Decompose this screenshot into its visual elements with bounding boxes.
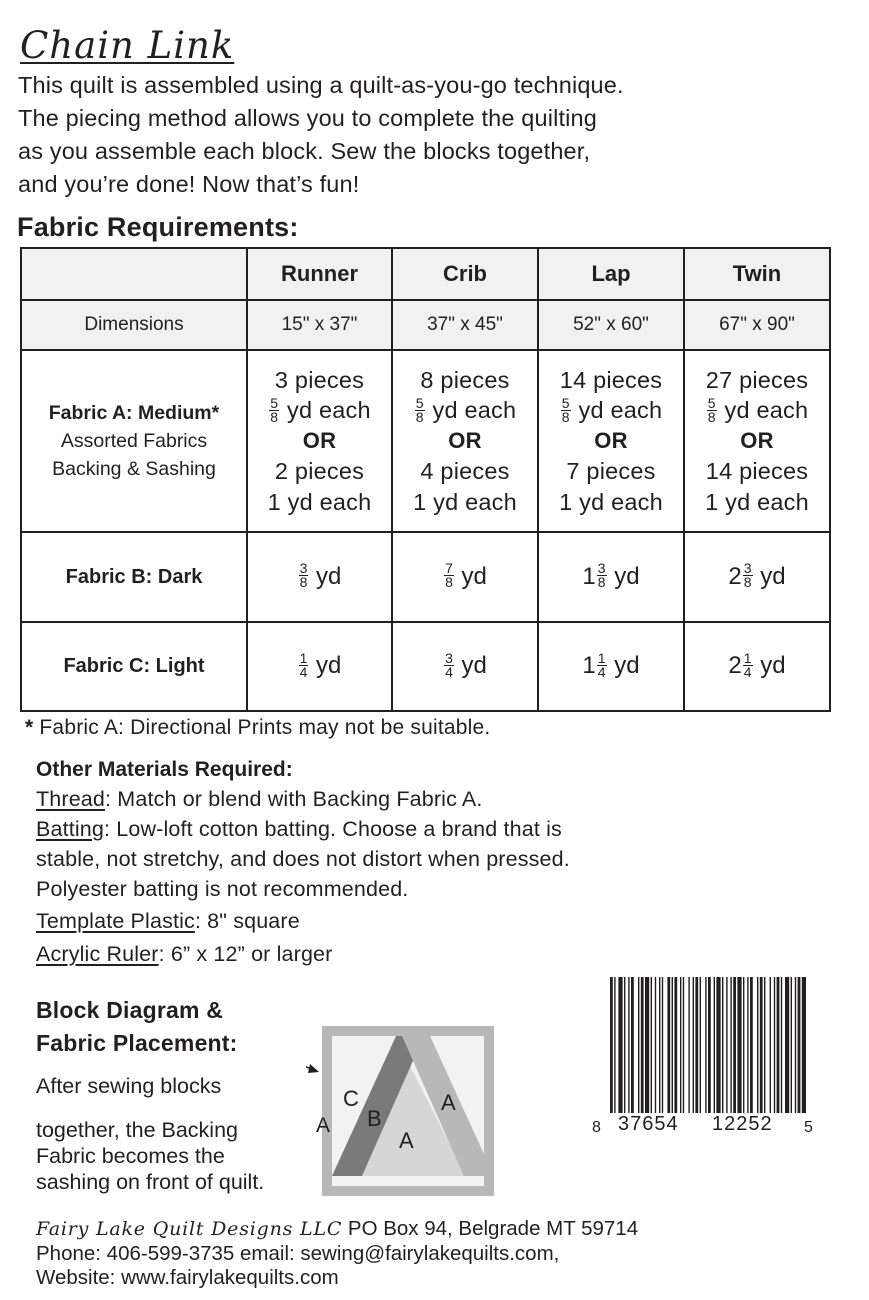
fabric-a-runner: 3 pieces $\frac{5}{8}$ yd each OR 2 pieces 1 yd each [247, 350, 392, 532]
barcode-bar [791, 977, 792, 1113]
barcode-bar [781, 977, 782, 1113]
barcode-bar [651, 977, 652, 1113]
label-a-right: A [441, 1090, 456, 1115]
fraction: $\frac{7}{8}$ [445, 560, 453, 591]
column-header-runner: Runner [247, 248, 392, 300]
barcode-bar [659, 977, 660, 1113]
fabric-c-row [21, 622, 830, 711]
barcode-bar [777, 977, 780, 1113]
batting-line-3: Polyester batting is not recommended. [36, 877, 409, 901]
barcode-bar [714, 977, 715, 1113]
barcode-bar [747, 977, 748, 1113]
fabric-c-crib: $\frac{3}{4}$ yd [392, 622, 538, 711]
barcode-bar [645, 977, 649, 1113]
barcode-bar [641, 977, 644, 1113]
company-address: PO Box 94, Belgrade MT 59714 [342, 1217, 639, 1240]
fabric-a-twin: 27 pieces $\frac{5}{8}$ yd each OR 14 pieces 1 yd each [684, 350, 830, 532]
barcode-bar [795, 977, 796, 1113]
batting-line-2: stable, not stretchy, and does not distort when pressed. [36, 847, 570, 871]
fabric-a-crib: 8 pieces $\frac{5}{8}$ yd each OR 4 pieces 1 yd each [392, 350, 538, 532]
barcode-bar [730, 977, 731, 1113]
intro-line-2: The piecing method allows you to complete the quilting [18, 105, 597, 131]
dimension-runner: 15" x 37" [247, 300, 392, 350]
barcode-bar [733, 977, 736, 1113]
column-header-crib: Crib [392, 248, 538, 300]
barcode-bar [716, 977, 720, 1113]
fraction: $\frac{5}{8}$ [415, 394, 424, 425]
barcode-bar [770, 977, 771, 1113]
barcode-bar [760, 977, 763, 1113]
batting-line: Batting: Low-loft cotton batting. Choose a brand that is [36, 817, 562, 841]
barcode-bar [662, 977, 663, 1113]
fraction: $\frac{3}{8}$ [597, 560, 606, 591]
block-text-4: sashing on front of quilt. [36, 1170, 265, 1194]
fabric-b-crib: $\frac{7}{8}$ yd [392, 532, 538, 622]
barcode-bar [798, 977, 801, 1113]
fabric-c-label: Fabric C: Light [21, 622, 247, 711]
barcode-bar [700, 977, 701, 1113]
intro-line-3: as you assemble each block. Sew the blocks together, [18, 138, 591, 164]
fabric-c-runner: $\frac{1}{4}$ yd [247, 622, 392, 711]
fraction: $\frac{1}{4}$ [743, 649, 752, 680]
barcode-bar [764, 977, 765, 1113]
acrylic-ruler-line: Acrylic Ruler: 6” x 12” or larger [36, 942, 333, 966]
label-c: C [343, 1086, 359, 1111]
barcode-bar [705, 977, 706, 1113]
barcode-bar [757, 977, 758, 1113]
block-text-3: Fabric becomes the [36, 1144, 225, 1168]
barcode-bar [737, 977, 741, 1113]
contact-line: Phone: 406-599-3735 email: sewing@fairylakequilts.com, [36, 1242, 560, 1265]
label-a-center: A [399, 1128, 414, 1153]
barcode-bar [722, 977, 723, 1113]
other-materials-heading: Other Materials Required: [36, 758, 293, 781]
barcode-bar [655, 977, 656, 1113]
column-header-lap: Lap [538, 248, 684, 300]
barcode-bar [618, 977, 622, 1113]
or-label: OR [302, 427, 337, 453]
barcode-bar [693, 977, 694, 1113]
column-header-twin: Twin [684, 248, 830, 300]
barcode-bar [695, 977, 698, 1113]
barcode-bar [631, 977, 634, 1113]
fabric-a-alt-pieces: 14 pieces [705, 458, 809, 485]
fabric-b-label: Fabric B: Dark [21, 532, 247, 622]
fabric-a-alt-yd: 1 yd each [267, 488, 372, 515]
fraction: $\frac{3}{4}$ [445, 649, 453, 680]
barcode-bar [680, 977, 681, 1113]
fraction: $\frac{5}{8}$ [707, 394, 716, 425]
barcode-bar [708, 977, 711, 1113]
fabric-a-alt-pieces: 4 pieces [420, 458, 510, 485]
pointer-arrow-head [308, 1064, 319, 1073]
fabric-b-runner: $\frac{3}{8}$ yd [247, 532, 392, 622]
fabric-a-label: Fabric A: Medium* [48, 402, 220, 424]
thread-line: Thread: Match or blend with Backing Fabric A. [36, 787, 483, 811]
fabric-b-lap: 1 $\frac{3}{8}$ yd [538, 532, 684, 622]
barcode-bar [672, 977, 673, 1113]
dimension-crib: 37" x 45" [392, 300, 538, 350]
fabric-b-twin: 2 $\frac{3}{8}$ yd [684, 532, 830, 622]
barcode-left-digits: 37654 [618, 1113, 679, 1135]
label-a-left: A [316, 1114, 331, 1137]
barcode-bars [610, 977, 806, 1113]
barcode-lead-digit: 8 [592, 1119, 601, 1136]
fabric-requirements-table [20, 247, 831, 712]
fabric-a-row [21, 350, 830, 532]
barcode-bar [785, 977, 789, 1113]
barcode-bar [774, 977, 775, 1113]
header-empty-cell [21, 248, 247, 300]
fabric-a-pieces: 14 pieces [559, 366, 663, 393]
fabric-a-alt-yd: 1 yd each [559, 488, 663, 515]
barcode-bar [667, 977, 670, 1113]
fabric-a-lap: 14 pieces $\frac{5}{8}$ yd each OR 7 pieces 1 yd each [538, 350, 684, 532]
barcode-check-digit: 5 [804, 1119, 813, 1136]
intro-line-1: This quilt is assembled using a quilt-as-you-go technique. [18, 72, 624, 98]
block-text-2: together, the Backing [36, 1118, 239, 1142]
fabric-a-pieces: 27 pieces [705, 366, 809, 393]
barcode-right-digits: 12252 [712, 1113, 773, 1135]
company-name: Fairy Lake Quilt Designs LLC [36, 1218, 343, 1240]
fabric-a-alt-yd: 1 yd each [413, 488, 517, 515]
dimensions-label: Dimensions [21, 300, 247, 350]
or-label: OR [740, 427, 774, 453]
fabric-a-pieces: 3 pieces [274, 366, 365, 393]
fabric-a-alt-yd: 1 yd each [705, 488, 809, 515]
fabric-c-twin: 2 $\frac{1}{4}$ yd [684, 622, 830, 711]
dimensions-row [21, 300, 830, 350]
barcode-bar [624, 977, 625, 1113]
website-line: Website: www.fairylakequilts.com [36, 1266, 339, 1289]
fraction: $\frac{3}{8}$ [299, 560, 308, 591]
fraction: $\frac{1}{4}$ [299, 649, 308, 680]
footnote: * Fabric A: Directional Prints may not be suitable. [25, 716, 491, 739]
fabric-c-lap: 1 $\frac{1}{4}$ yd [538, 622, 684, 711]
barcode-bar [638, 977, 639, 1113]
block-diagram-heading: Block Diagram & Fabric Placement: [36, 997, 238, 1056]
fabric-a-sub1: Assorted Fabrics [60, 430, 208, 452]
fabric-a-alt-pieces: 7 pieces [566, 458, 656, 485]
fraction: $\frac{5}{8}$ [561, 394, 570, 425]
or-label: OR [594, 427, 628, 453]
fabric-a-pieces: 8 pieces [420, 366, 510, 393]
table-header-row [21, 248, 830, 300]
fraction: $\frac{3}{8}$ [743, 560, 752, 591]
block-text-1: After sewing blocks [36, 1074, 222, 1098]
barcode-bar [726, 977, 727, 1113]
barcode-bar [610, 977, 613, 1113]
or-label: OR [448, 427, 482, 453]
fabric-b-row [21, 532, 830, 622]
barcode-bar [674, 977, 677, 1113]
barcode-bar [802, 977, 806, 1113]
page-title: Chain Link [20, 24, 235, 67]
barcode-bar [683, 977, 684, 1113]
fabric-a-sub2: Backing & Sashing [52, 458, 216, 480]
barcode [590, 975, 820, 1140]
dimension-lap: 52" x 60" [538, 300, 684, 350]
fraction: $\frac{5}{8}$ [270, 394, 279, 425]
company-line [36, 1217, 638, 1241]
template-plastic-line: Template Plastic: 8" square [36, 909, 300, 933]
block-diagram [306, 1022, 506, 1198]
fraction: $\frac{1}{4}$ [597, 649, 606, 680]
intro-line-4: and you’re done! Now that’s fun! [18, 171, 360, 197]
barcode-bar [614, 977, 615, 1113]
fabric-a-label-cell [21, 350, 247, 532]
fabric-a-alt-pieces: 2 pieces [274, 458, 365, 485]
barcode-bar [628, 977, 629, 1113]
barcode-bar [688, 977, 689, 1113]
label-b: B [367, 1106, 382, 1131]
barcode-bar [743, 977, 744, 1113]
fabric-requirements-heading: Fabric Requirements: [17, 212, 299, 242]
dimension-twin: 67" x 90" [684, 300, 830, 350]
barcode-bar [750, 977, 753, 1113]
